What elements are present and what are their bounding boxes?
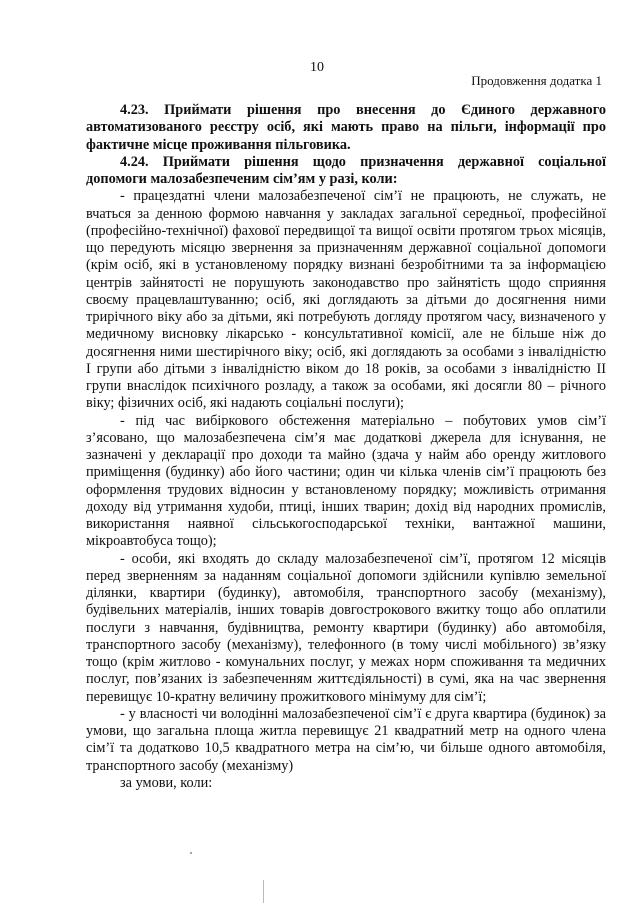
paragraph-property: - у власності чи володінні малозабезпеченої сім’ї є друга квартира (будинок) за умови, що загальна площа житла перевищує 21 квадратний метр на одного члена сім’ї та додатково 10,5 квадратного метра на сім’ю, чи більше одного автомобіля, транспортного засобу (механізму) xyxy=(86,705,606,774)
paragraph-able-bodied: - працездатні члени малозабезпеченої сім’ї не працюють, не служать, не вчаться за денною формою навчання у закладах загальної середньої, професійної (професійно-технічної) фахової передвищої та вищої освіти протягом трьох місяців, що передують місяцю звернення за призначенням державної соціальної допомоги (крім осіб, які в установленому порядку визнані безробітними та за інформацією центрів зайнятості не порушують законодавство про зайнятість щодо сприяння своєму працевлаштуванню; осіб, які доглядають за дітьми до досягнення ними трирічного віку або за дітьми, які потребують догляду протягом часу, визначеного у медичному висновку лікарсько - консультативної комісії, але не більше ніж до досягнення ними шестирічного віку; осіб, які доглядають за особами з інвалідністю I групи або дітьми з інвалідністю віком до 18 років, за особами з інвалідністю II групи внаслідок психічного розладу, а також за особами, які досягли 80 – річного віку; фізичних осіб, які надають соціальні послуги); xyxy=(86,188,606,412)
paragraph-4-23: 4.23. Приймати рішення про внесення до Єдиного державного автоматизованого реєстру осіб, які мають право на пільги, інформації про фактичне місце проживання пільговика. xyxy=(86,102,606,153)
document-body xyxy=(86,102,606,792)
continuation-label: Продовження додатка 1 xyxy=(471,73,602,88)
scan-artifact-line xyxy=(263,880,264,903)
paragraph-inspection: - під час вибіркового обстеження матеріально – побутових умов сім’ї з’ясовано, що малозабезпечена сім’я має додаткові джерела для існування, не зазначені у декларації про доходи та майно (здача у найм або оренду житлового приміщення (будинку) або його частини; один чи кілька членів сім’ї працюють без оформлення трудових відносин у встановленому порядку; можливість отримання доходу від утримання худоби, птиці, інших тварин; дохід від народних промислів, використання наявної сільськогосподарської техніки, вантажної машини, мікроавтобуса тощо); xyxy=(86,412,606,550)
paragraph-purchases: - особи, які входять до складу малозабезпеченої сім’ї, протягом 12 місяців перед зверненням за наданням соціальної допомоги здійснили купівлю земельної ділянки, квартири (будинку), автомобіля, транспортного засобу (механізму), будівельних матеріалів, інших товарів довгострокового вжитку тощо або оплатили послуги з навчання, будівництва, ремонту квартири (будинку) або автомобіля, транспортного засобу (механізму), телефонного (в тому числі мобільного) зв’язку тощо (крім житлово - комунальних послуг, у межах норм споживання та медичних послуг, пов’язаних із забезпеченням життєдіяльності) в сумі, яка на час звернення перевищує 10-кратну величину прожиткового мінімуму для сім’ї; xyxy=(86,550,606,705)
paragraph-4-24: 4.24. Приймати рішення щодо призначення державної соціальної допомоги малозабезпеченим сім’ям у разі, коли: xyxy=(86,153,606,187)
scan-artifact-dot xyxy=(190,852,192,854)
page-number: 10 xyxy=(310,60,324,75)
paragraph-conditions: за умови, коли: xyxy=(120,774,213,791)
